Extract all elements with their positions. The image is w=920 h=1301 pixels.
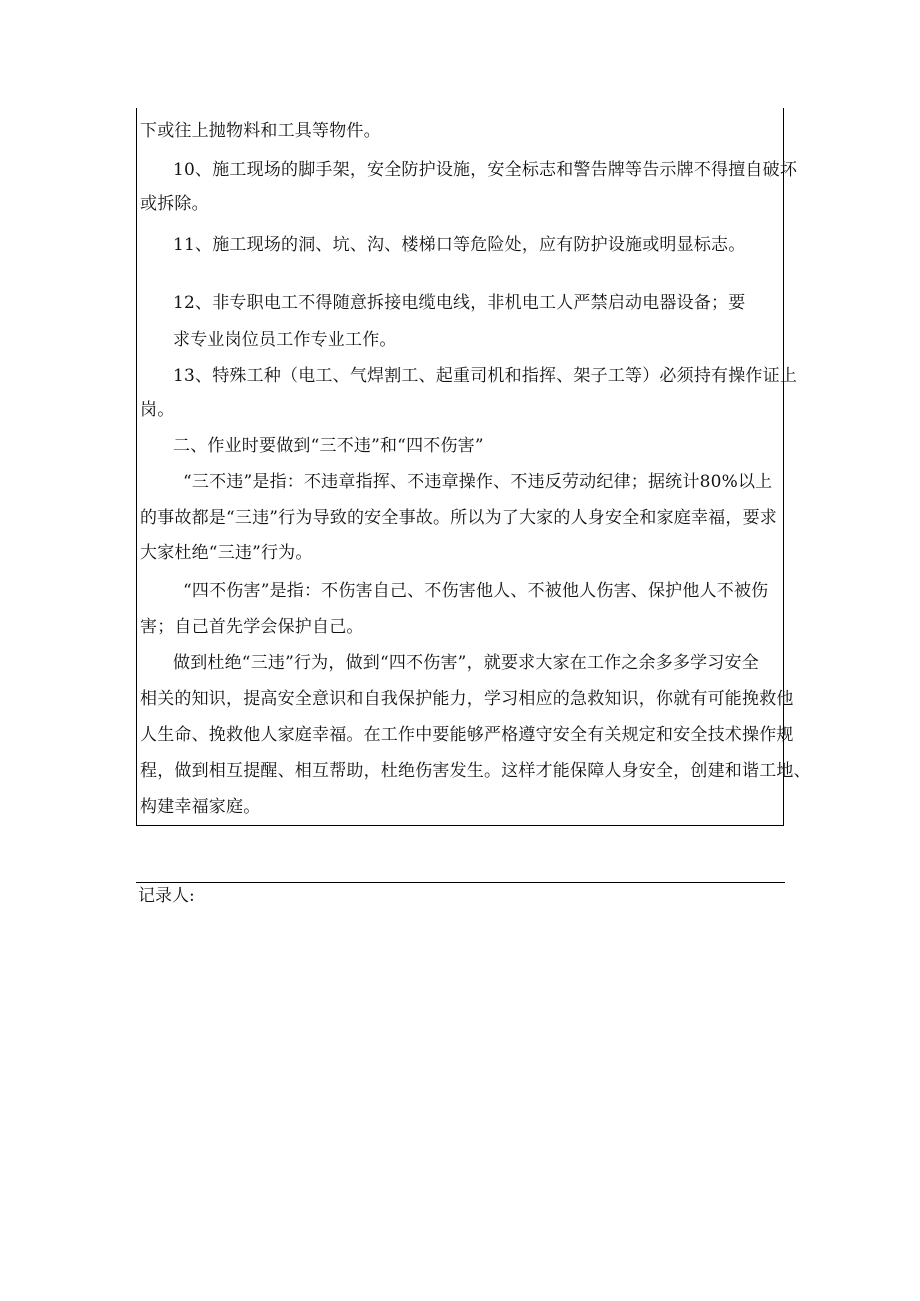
recorder-label: 记录人: bbox=[138, 886, 195, 906]
text-line-14: 害；自己首先学会保护自己。 bbox=[140, 617, 364, 637]
text-line-2: 10、施工现场的脚手架，安全防护设施，安全标志和警告牌等告示牌不得擅自破坏 bbox=[173, 160, 798, 180]
content-table-cell bbox=[136, 108, 811, 826]
text-line-16: 相关的知识，提高安全意识和自我保护能力，学习相应的急救知识，你就有可能挽救他 bbox=[140, 689, 794, 709]
text-line-15: 做到杜绝“三违”行为，做到“四不伤害”，就要求大家在工作之余多多学习安全 bbox=[173, 653, 759, 673]
text-line-12: 大家杜绝“三违”行为。 bbox=[140, 543, 313, 563]
text-line-19: 构建幸福家庭。 bbox=[140, 797, 261, 817]
text-line-1: 下或往上抛物料和工具等物件。 bbox=[140, 121, 381, 141]
text-line-10: “三不违”是指：不违章指挥、不违章操作、不违反劳动纪律；据统计80%以上 bbox=[183, 472, 773, 492]
footer-divider bbox=[136, 882, 785, 883]
text-line-11: 的事故都是“三违”行为导致的安全事故。所以为了大家的人身安全和家庭幸福，要求 bbox=[140, 508, 777, 528]
text-line-18: 程，做到相互提醒、相互帮助，杜绝伤害发生。这样才能保障人身安全，创建和谐工地、 bbox=[140, 761, 811, 781]
text-line-3: 或拆除。 bbox=[140, 194, 209, 214]
text-line-17: 人生命、挽救他人家庭幸福。在工作中要能够严格遵守安全有关规定和安全技术操作规 bbox=[140, 725, 794, 745]
text-line-13: “四不伤害”是指：不伤害自己、不伤害他人、不被他人伤害、保护他人不被伤 bbox=[183, 581, 769, 601]
text-line-8: 岗。 bbox=[140, 400, 175, 420]
section-heading: 二、作业时要做到“三不违”和“四不伤害” bbox=[173, 436, 484, 456]
text-line-7: 13、特殊工种（电工、气焊割工、起重司机和指挥、架子工等）必须持有操作证上 bbox=[173, 366, 798, 386]
text-line-6: 求专业岗位员工作专业工作。 bbox=[173, 330, 397, 350]
text-line-4: 11、施工现场的洞、坑、沟、楼梯口等危险处，应有防护设施或明显标志。 bbox=[173, 235, 746, 255]
text-line-5: 12、非专职电工不得随意拆接电缆电线，非机电工人严禁启动电器设备；要 bbox=[173, 293, 746, 313]
